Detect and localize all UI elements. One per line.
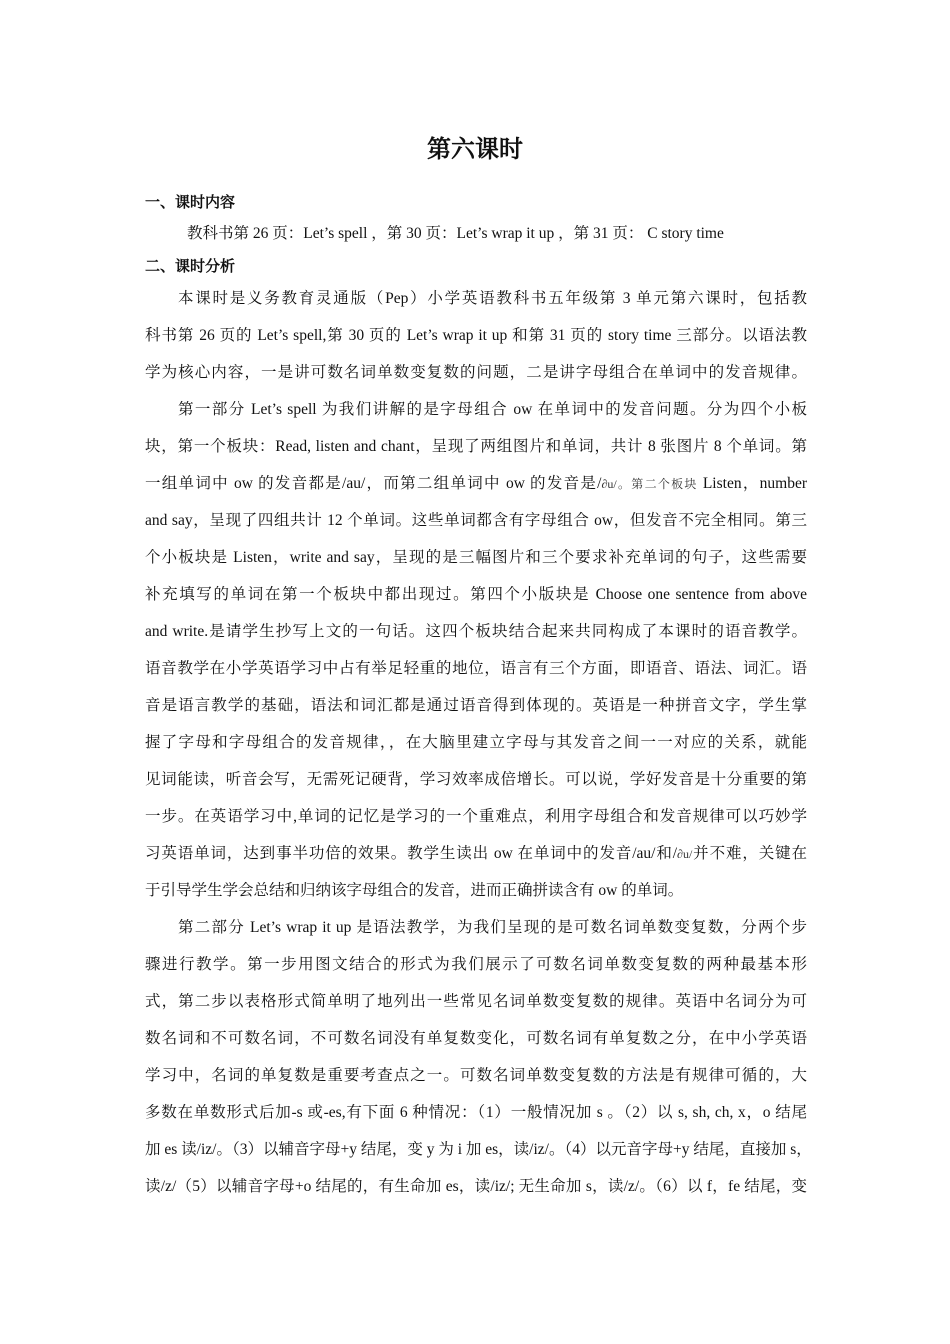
- paragraph-line: 握了字母和字母组合的发音规律，，在大脑里建立字母与其发音之间一一对应的关系，就能: [145, 734, 807, 751]
- phonetic-small-text: ∂u/。第二个板块: [601, 477, 698, 491]
- document-body: [145, 188, 812, 1205]
- paragraph-line: 本课时是义务教育灵通版（Pep）小学英语教科书五年级第 3 单元第六课时，包括教: [178, 290, 807, 307]
- paragraph-line: and say，呈现了四组共计 12 个单词。这些单词都含有字母组合 ow，但发音不完全相同。第三: [145, 512, 807, 529]
- paragraph-line: 音是语言教学的基础，语法和词汇都是通过语音得到体现的。英语是一种拼音文字，学生掌: [145, 697, 807, 714]
- paragraph-line: 数名词和不可数名词，不可数名词没有单复数变化，可数名词有单复数之分，在中小学英语: [145, 1030, 807, 1047]
- paragraph-line: 学为核心内容，一是讲可数名词单数变复数的问题，二是讲字母组合在单词中的发音规律。: [145, 364, 807, 381]
- paragraph-line: 于引导学生学会总结和归纳该字母组合的发音，进而正确拼读含有 ow 的单词。: [145, 882, 684, 899]
- page-title: 第六课时: [427, 135, 523, 163]
- paragraph-line: 读/z/（5）以辅音字母+o 结尾的，有生命加 es，读/iz/; 无生命加 s，读/z/。（6）以 f，fe 结尾，变: [145, 1178, 807, 1195]
- paragraph-line: [145, 835, 807, 872]
- paragraph-line: 科书第 26 页的 Let’s spell,第 30 页的 Let’s wrap it up 和第 31 页的 story time 三部分。以语法教: [145, 327, 807, 344]
- paragraph-line: [145, 465, 807, 502]
- text-run: 习英语单词，达到事半功倍的效果。教学生读出 ow 在单词中的发音/au/和/: [145, 845, 678, 862]
- paragraph-line: 第一部分 Let’s spell 为我们讲解的是字母组合 ow 在单词中的发音问题。分为四个小板: [178, 401, 807, 418]
- paragraph-line: 学习中，名词的单复数是重要考查点之一。可数名词单数变复数的方法是有规律可循的，大: [145, 1067, 807, 1084]
- paragraph-line: 式，第二步以表格形式简单明了地列出一些常见名词单数变复数的规律。英语中名词分为可: [145, 993, 807, 1010]
- paragraph-line: 见词能读，听音会写，无需死记硬背，学习效率成倍增长。可以说，学好发音是十分重要的第: [145, 771, 807, 788]
- paragraph-line: 骤进行教学。第一步用图文结合的形式为我们展示了可数名词单数变复数的两种最基本形: [145, 956, 807, 973]
- paragraph-line: 块，第一个板块：Read, listen and chant，呈现了两组图片和单词，共计 8 张图片 8 个单词。第: [145, 438, 807, 455]
- paragraph-line: 补充填写的单词在第一个板块中都出现过。第四个小版块是 Choose one sentence from above: [145, 586, 807, 603]
- paragraph-line: 加 es 读/iz/。（3）以辅音字母+y 结尾，变 y 为 i 加 es，读/iz/。（4）以元音字母+y 结尾，直接加 s，: [145, 1141, 812, 1158]
- paragraph-line: and write.是请学生抄写上文的一句话。这四个板块结合起来共同构成了本课时的语音教学。: [145, 623, 807, 640]
- text-run: 并不难，关键在: [692, 845, 807, 862]
- text-run: Listen，number: [702, 475, 807, 492]
- paragraph-line: 一步。在英语学习中,单词的记忆是学习的一个重难点，利用字母组合和发音规律可以巧妙学: [145, 808, 807, 825]
- text-run: 一组单词中 ow 的发音都是/au/，而第二组单词中 ow 的发音是/: [145, 475, 602, 492]
- paragraph-line: 教科书第 26 页：Let’s spell ，第 30 页：Let’s wrap it up ，第 31 页： C story time: [187, 225, 724, 242]
- section-heading-lesson-analysis: 二、课时分析: [145, 257, 236, 275]
- section-heading-lesson-content: 一、课时内容: [145, 193, 236, 211]
- paragraph-line: 多数在单数形式后加-s 或-es,有下面 6 种情况：（1）一般情况加 s 。（2）以 s, sh, ch, x，o 结尾: [145, 1104, 807, 1121]
- paragraph-line: 第二部分 Let’s wrap it up 是语法教学，为我们呈现的是可数名词单数变复数，分两个步: [178, 919, 807, 936]
- paragraph-line: 语音教学在小学英语学习中占有举足轻重的地位，语言有三个方面，即语音、语法、词汇。语: [145, 660, 807, 677]
- paragraph-line: 个小板块是 Listen，write and say，呈现的是三幅图片和三个要求补充单词的句子，这些需要: [145, 549, 807, 566]
- phonetic-small-text: ∂u/: [677, 847, 693, 861]
